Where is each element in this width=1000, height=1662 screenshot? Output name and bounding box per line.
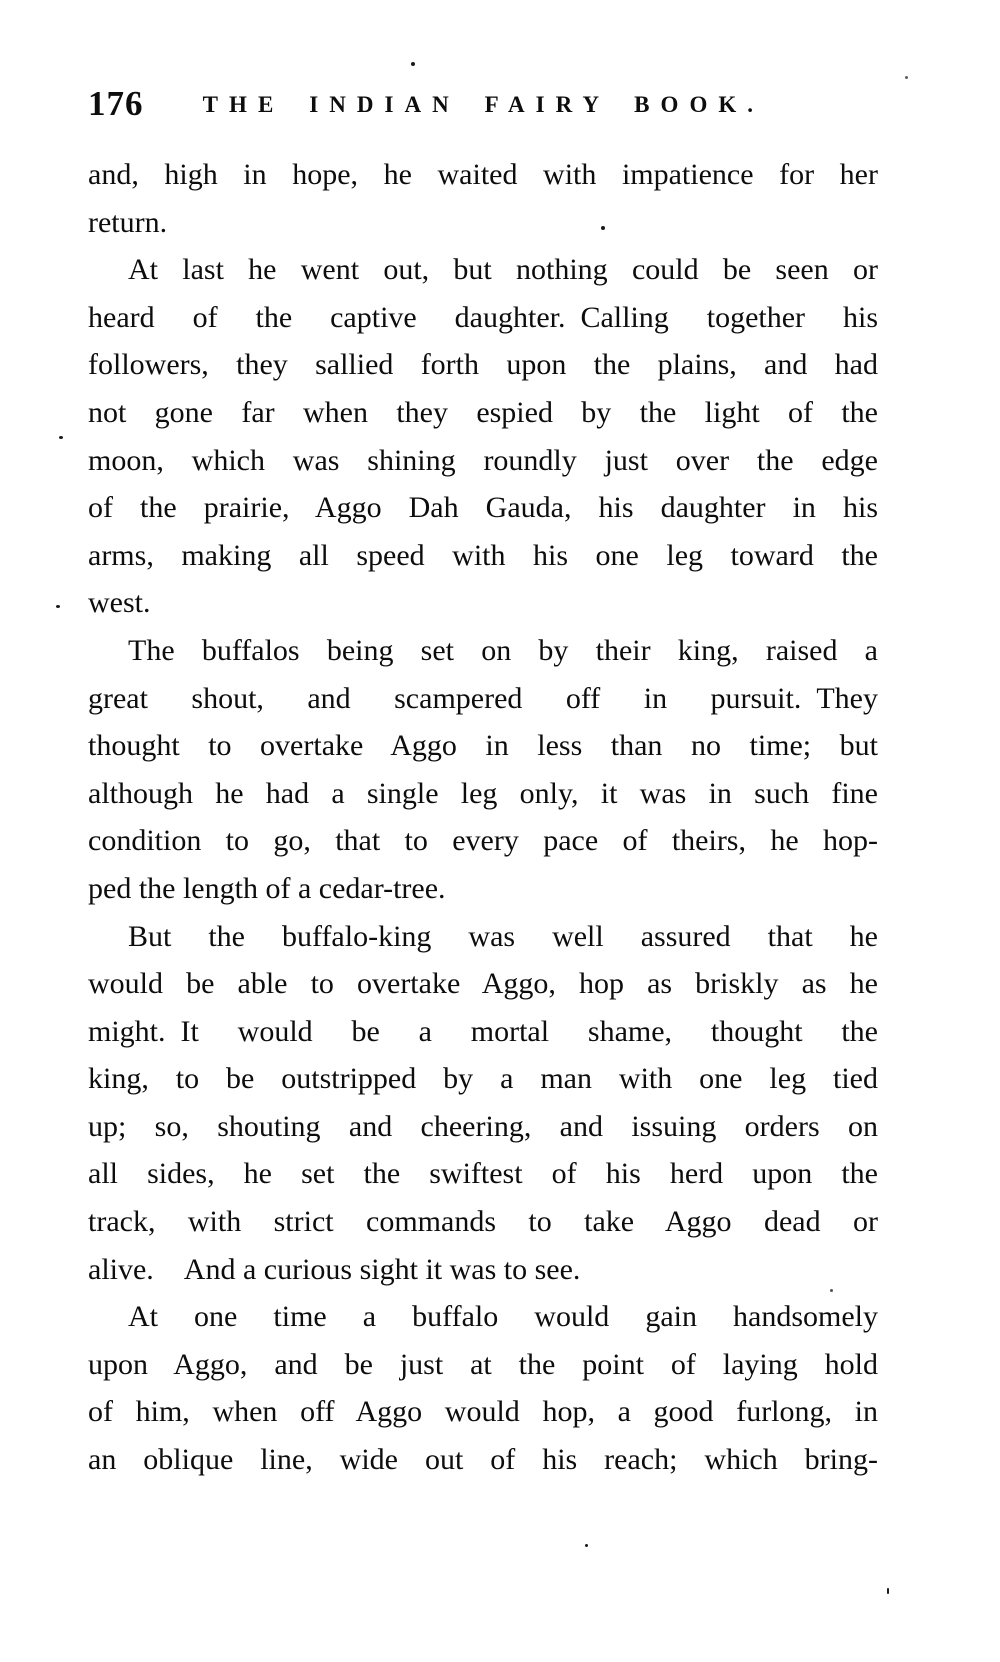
- running-header: [88, 84, 890, 124]
- text-line: return.: [88, 205, 168, 239]
- scan-speck: [56, 605, 60, 608]
- text-line: west.: [88, 586, 151, 620]
- scan-speck: [59, 436, 63, 439]
- page-number: 176: [88, 84, 144, 123]
- text-line: might. It would be a mortal shame, thought the: [88, 1014, 878, 1048]
- text-line: ped the length of a cedar-tree.: [88, 871, 446, 905]
- text-line: followers, they sallied forth upon the plains, and had: [88, 348, 878, 382]
- paragraph: [88, 246, 878, 627]
- text-line: all sides, he set the swiftest of his herd upon the: [88, 1157, 878, 1191]
- text-line: At last he went out, but nothing could be seen or: [128, 253, 878, 287]
- text-line: and, high in hope, he waited with impatience for her: [88, 158, 878, 191]
- scan-speck: [830, 1289, 833, 1292]
- paragraph: [88, 151, 878, 246]
- text-line: upon Aggo, and be just at the point of laying hold: [88, 1347, 878, 1381]
- text-line: would be able to overtake Aggo, hop as briskly as he: [88, 967, 878, 1001]
- scan-speck: [585, 1544, 588, 1547]
- running-header-title: THE INDIAN FAIRY BOOK.: [202, 92, 765, 117]
- page-text: [88, 151, 878, 1484]
- text-line: heard of the captive daughter. Calling together his: [88, 300, 878, 334]
- paragraph: [88, 1293, 878, 1483]
- paragraph: [88, 627, 878, 913]
- text-line: of the prairie, Aggo Dah Gauda, his daughter in his: [88, 491, 878, 525]
- text-line: track, with strict commands to take Aggo dead or: [88, 1205, 878, 1239]
- text-line: But the buffalo-king was well assured that he: [128, 919, 878, 953]
- text-line: alive. And a curious sight it was to see.: [88, 1252, 581, 1286]
- text-line: condition to go, that to every pace of theirs, he hop-: [88, 824, 878, 858]
- text-line: up; so, shouting and cheering, and issuing orders on: [88, 1109, 878, 1143]
- scan-speck: [601, 226, 605, 230]
- text-line: an oblique line, wide out of his reach; which bring-: [88, 1443, 878, 1477]
- text-line: great shout, and scampered off in pursuit. They: [88, 681, 878, 715]
- scan-speck: [905, 76, 908, 79]
- text-line: arms, making all speed with his one leg toward the: [88, 538, 878, 572]
- text-line: At one time a buffalo would gain handsomely: [128, 1300, 878, 1334]
- text-line: although he had a single leg only, it was in such fine: [88, 776, 878, 810]
- text-line: of him, when off Aggo would hop, a good furlong, in: [88, 1395, 878, 1429]
- scan-speck: [887, 1588, 889, 1594]
- text-line: The buffalos being set on by their king, raised a: [128, 633, 878, 667]
- scan-speck: [411, 62, 415, 66]
- text-line: moon, which was shining roundly just over the edge: [88, 443, 878, 477]
- paragraph: [88, 913, 878, 1294]
- text-line: king, to be outstripped by a man with one leg tied: [88, 1062, 878, 1096]
- text-line: not gone far when they espied by the light of the: [88, 395, 878, 429]
- text-line: thought to overtake Aggo in less than no time; but: [88, 729, 878, 763]
